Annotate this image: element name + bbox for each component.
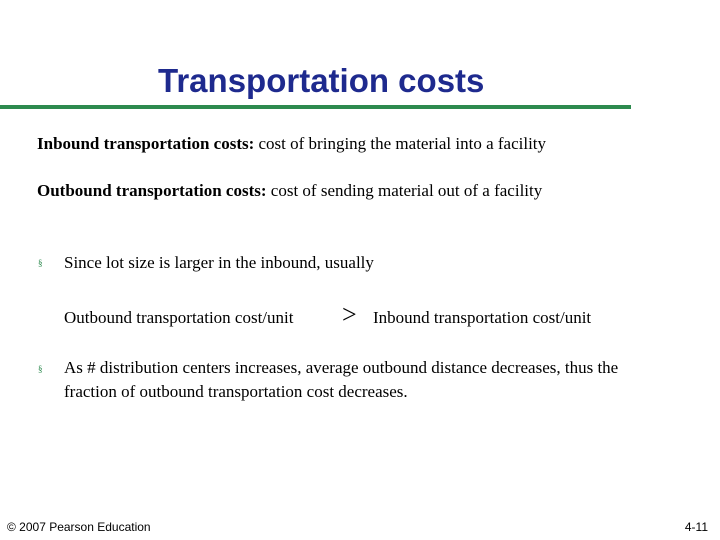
definition-term: Inbound transportation costs: — [37, 134, 255, 153]
slide-title: Transportation costs — [158, 62, 485, 99]
bullet-icon: § — [38, 258, 43, 268]
definition-inbound — [37, 134, 546, 154]
greater-than-sign: > — [342, 300, 357, 329]
comparison-right: Inbound transportation cost/unit — [373, 308, 592, 327]
comparison-left: Outbound transportation cost/unit — [64, 308, 294, 327]
page-number: 4-11 — [684, 520, 708, 534]
definition-term: Outbound transportation costs: — [37, 181, 267, 200]
title-underline — [0, 105, 631, 109]
definition-text: cost of bringing the material into a facility — [254, 134, 547, 153]
definition-text: cost of sending material out of a facility — [266, 181, 543, 200]
bullet-text-distribution-centers: As # distribution centers increases, average outbound distance decreases, thus the fraction of outbound transportation cost decreases. — [64, 358, 619, 401]
bullet-icon: § — [38, 364, 43, 374]
bullet-text-lot-size: Since lot size is larger in the inbound, usually — [64, 253, 374, 272]
definition-outbound — [37, 181, 542, 201]
footer-copyright: © 2007 Pearson Education — [7, 520, 151, 534]
